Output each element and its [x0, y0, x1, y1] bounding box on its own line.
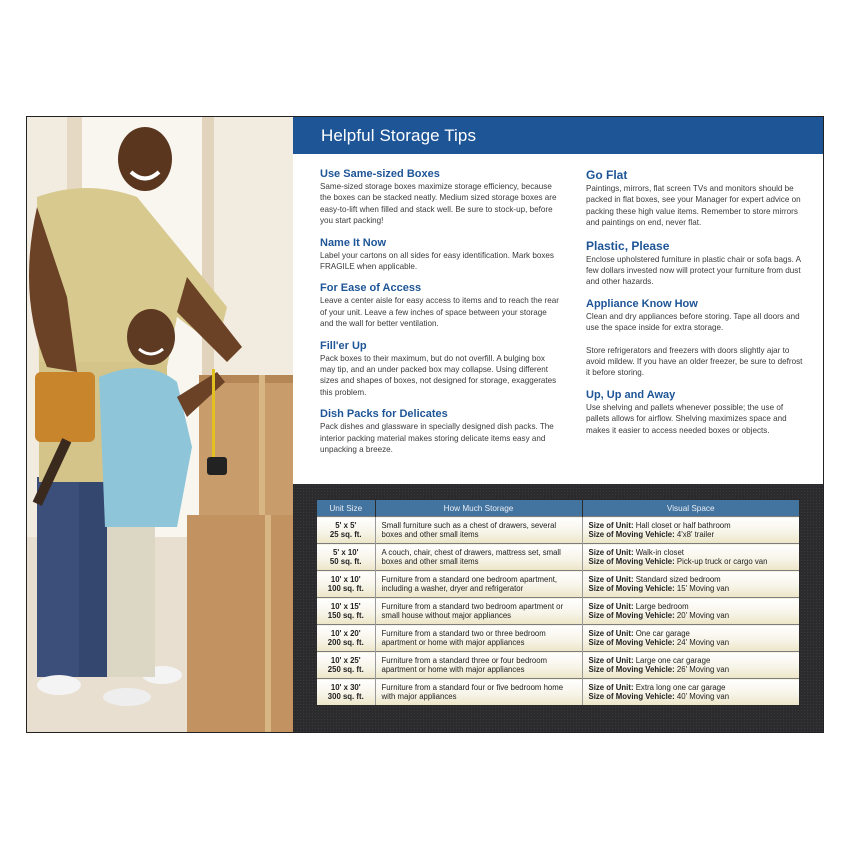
moving-vehicle-label: Size of Moving Vehicle: — [588, 692, 675, 701]
table-body — [317, 517, 799, 706]
moving-vehicle-label: Size of Moving Vehicle: — [588, 638, 675, 647]
header-bar — [293, 117, 824, 154]
tip-block — [586, 168, 808, 229]
tip-block — [320, 282, 560, 329]
moving-vehicle-label: Size of Moving Vehicle: — [588, 557, 675, 566]
tips-section — [293, 154, 824, 484]
unit-dimensions: 5' x 10' — [333, 547, 359, 557]
size-of-unit-value: One car garage — [635, 628, 690, 638]
unit-dimensions: 10' x 30' — [330, 682, 361, 692]
tip-block — [586, 239, 808, 288]
unit-dimensions: 10' x 20' — [330, 628, 361, 638]
table-row — [317, 571, 799, 598]
tip-title: Plastic, Please — [586, 238, 670, 253]
size-of-unit-value: Walk-in closet — [635, 547, 684, 557]
unit-dimensions: 5' x 5' — [335, 520, 357, 530]
unit-dimensions: 10' x 10' — [330, 574, 361, 584]
moving-vehicle-label: Size of Moving Vehicle: — [588, 611, 675, 620]
storage-description-cell: Furniture from a standard four or five bedroom home with major appliances — [375, 679, 582, 706]
tips-column-left — [320, 168, 560, 466]
table-row — [317, 679, 799, 706]
table-row — [317, 544, 799, 571]
moving-family-photo — [27, 117, 293, 733]
tips-column-right — [586, 168, 808, 446]
size-of-unit-label: Size of Unit: — [588, 547, 634, 557]
visual-space-cell — [582, 679, 799, 706]
size-of-unit-label: Size of Unit: — [588, 601, 634, 611]
visual-space-cell — [582, 517, 799, 544]
table-row — [317, 598, 799, 625]
moving-vehicle-label: Size of Moving Vehicle: — [588, 665, 675, 674]
storage-description-cell: Furniture from a standard two or three bedroom apartment or home with major appliances — [375, 625, 582, 652]
unit-square-feet: 25 sq. ft. — [329, 530, 362, 539]
table-row — [317, 517, 799, 544]
unit-size-cell — [317, 598, 375, 625]
storage-description-cell: Furniture from a standard one bedroom apartment, including a washer, dryer and refrigerator — [375, 571, 582, 598]
storage-description-cell: Furniture from a standard three or four bedroom apartment or home with major appliances — [375, 652, 582, 679]
size-of-unit-label: Size of Unit: — [588, 682, 634, 692]
tip-title: Use Same-sized Boxes — [320, 168, 440, 180]
tip-text: Leave a center aisle for easy access to items and to reach the rear of your unit. Leave a few inches of space between your storage and the wall for better ventilation. — [320, 296, 559, 329]
tip-text: Pack boxes to their maximum, but do not overfill. A bulging box may tip, and an under packed box may collapse. Using different sizes and shapes of boxes, not designed for storage, exaggerates this problem. — [320, 353, 557, 397]
visual-vehicle-line — [589, 584, 794, 593]
unit-square-feet: 200 sq. ft. — [327, 638, 364, 647]
visual-space-cell — [582, 571, 799, 598]
size-of-unit-label: Size of Unit: — [588, 520, 634, 530]
tip-title: Go Flat — [586, 168, 628, 182]
visual-vehicle-line — [589, 557, 794, 566]
size-of-unit-value: Extra long one car garage — [635, 682, 726, 692]
size-of-unit-label: Size of Unit: — [588, 574, 634, 584]
unit-square-feet: 100 sq. ft. — [327, 584, 364, 593]
size-of-unit-label: Size of Unit: — [588, 628, 634, 638]
table-row — [317, 652, 799, 679]
visual-vehicle-line — [589, 692, 794, 701]
tip-title: Up, Up and Away — [586, 388, 676, 401]
tip-text: Store refrigerators and freezers with doors slightly ajar to avoid mildew. If you have an older freezer, be sure to defrost it before storing. — [586, 345, 803, 378]
unit-size-cell — [317, 679, 375, 706]
unit-square-feet: 150 sq. ft. — [327, 611, 364, 620]
visual-unit-line — [589, 548, 794, 557]
tip-block — [586, 389, 808, 436]
unit-square-feet: 300 sq. ft. — [327, 692, 364, 701]
moving-vehicle-value: Pick-up truck or cargo van — [676, 557, 768, 566]
size-of-unit-value: Standard sized bedroom — [635, 574, 721, 584]
unit-size-cell — [317, 625, 375, 652]
tip-text: Same-sized storage boxes maximize storage efficiency, because the boxes can be stacked neatly. Medium sized storage boxes are easy-to-lift when filled and stack well. Be sure to stock-up, before you start packing! — [320, 182, 557, 226]
storage-size-table — [317, 500, 799, 705]
size-of-unit-value: Hall closet or half bathroom — [635, 520, 731, 530]
tip-block — [320, 237, 560, 273]
size-of-unit-label: Size of Unit: — [588, 655, 634, 665]
visual-unit-line — [589, 629, 794, 638]
visual-space-cell — [582, 544, 799, 571]
header-unit-size: Unit Size — [317, 500, 375, 517]
moving-vehicle-value: 26' Moving van — [676, 665, 730, 674]
visual-vehicle-line — [589, 530, 794, 539]
table-header-row — [317, 500, 799, 517]
unit-size-cell — [317, 517, 375, 544]
moving-vehicle-label: Size of Moving Vehicle: — [588, 584, 675, 593]
storage-description-cell: Furniture from a standard two bedroom apartment or small house without major appliances — [375, 598, 582, 625]
tip-block — [320, 340, 560, 399]
unit-size-cell — [317, 544, 375, 571]
tip-block — [320, 168, 560, 227]
tip-text: Paintings, mirrors, flat screen TVs and monitors should be packed in flat boxes, see your Manager for expert advice on packing these high value items. Remember to store mirrors and paintings on end, never flat. — [586, 184, 801, 228]
tip-text: Pack dishes and glassware in specially designed dish packs. The interior packing material makes storing delicate items easy and unpacking a breeze. — [320, 422, 554, 455]
visual-vehicle-line — [589, 638, 794, 647]
unit-dimensions: 10' x 15' — [330, 601, 361, 611]
tip-title: Appliance Know How — [586, 297, 698, 310]
moving-vehicle-value: 40' Moving van — [676, 692, 730, 701]
unit-size-cell — [317, 571, 375, 598]
moving-vehicle-value: 24' Moving van — [676, 638, 730, 647]
unit-size-cell — [317, 652, 375, 679]
storage-tips-sheet — [26, 116, 824, 733]
storage-size-table-panel — [293, 484, 824, 733]
tip-title: Dish Packs for Delicates — [320, 408, 448, 421]
tip-title: Fill'er Up — [320, 339, 367, 352]
tip-title: Name It Now — [320, 236, 387, 249]
photo-illustration — [27, 117, 293, 733]
tip-block — [320, 408, 560, 455]
moving-vehicle-label: Size of Moving Vehicle: — [588, 530, 675, 539]
header-visual-space: Visual Space — [582, 500, 799, 517]
tip-text: Label your cartons on all sides for easy identification. Mark boxes FRAGILE when applicable. — [320, 250, 554, 272]
visual-space-cell — [582, 598, 799, 625]
moving-vehicle-value: 20' Moving van — [676, 611, 730, 620]
page-title: Helpful Storage Tips — [321, 126, 477, 145]
tip-title: For Ease of Access — [320, 282, 422, 295]
visual-space-cell — [582, 625, 799, 652]
tip-text: Use shelving and pallets whenever possible; the use of pallets allows for airflow. Shelving maximizes space and makes it easier to access needed boxes or objects. — [586, 402, 787, 435]
visual-unit-line — [589, 683, 794, 692]
unit-dimensions: 10' x 25' — [330, 655, 361, 665]
unit-square-feet: 50 sq. ft. — [329, 557, 362, 566]
tip-block — [586, 298, 808, 379]
tip-text: Enclose upholstered furniture in plastic chair or sofa bags. A few dollars invested now will protect your furniture from dust and other hazards. — [586, 254, 801, 287]
moving-vehicle-value: 4'x8' trailer — [676, 530, 715, 539]
visual-unit-line — [589, 521, 794, 530]
moving-vehicle-value: 15' Moving van — [676, 584, 730, 593]
storage-description-cell: A couch, chair, chest of drawers, mattress set, small boxes and other small items — [375, 544, 582, 571]
visual-vehicle-line — [589, 665, 794, 674]
tip-text: Clean and dry appliances before storing. Tape all doors and use the space inside for extra storage. — [586, 311, 800, 333]
table-row — [317, 625, 799, 652]
visual-unit-line — [589, 575, 794, 584]
size-of-unit-value: Large bedroom — [635, 601, 689, 611]
size-of-unit-value: Large one car garage — [635, 655, 711, 665]
visual-unit-line — [589, 602, 794, 611]
visual-space-cell — [582, 652, 799, 679]
visual-vehicle-line — [589, 611, 794, 620]
unit-square-feet: 250 sq. ft. — [327, 665, 364, 674]
visual-unit-line — [589, 656, 794, 665]
header-how-much-storage: How Much Storage — [375, 500, 582, 517]
storage-description-cell: Small furniture such as a chest of drawers, several boxes and other small items — [375, 517, 582, 544]
